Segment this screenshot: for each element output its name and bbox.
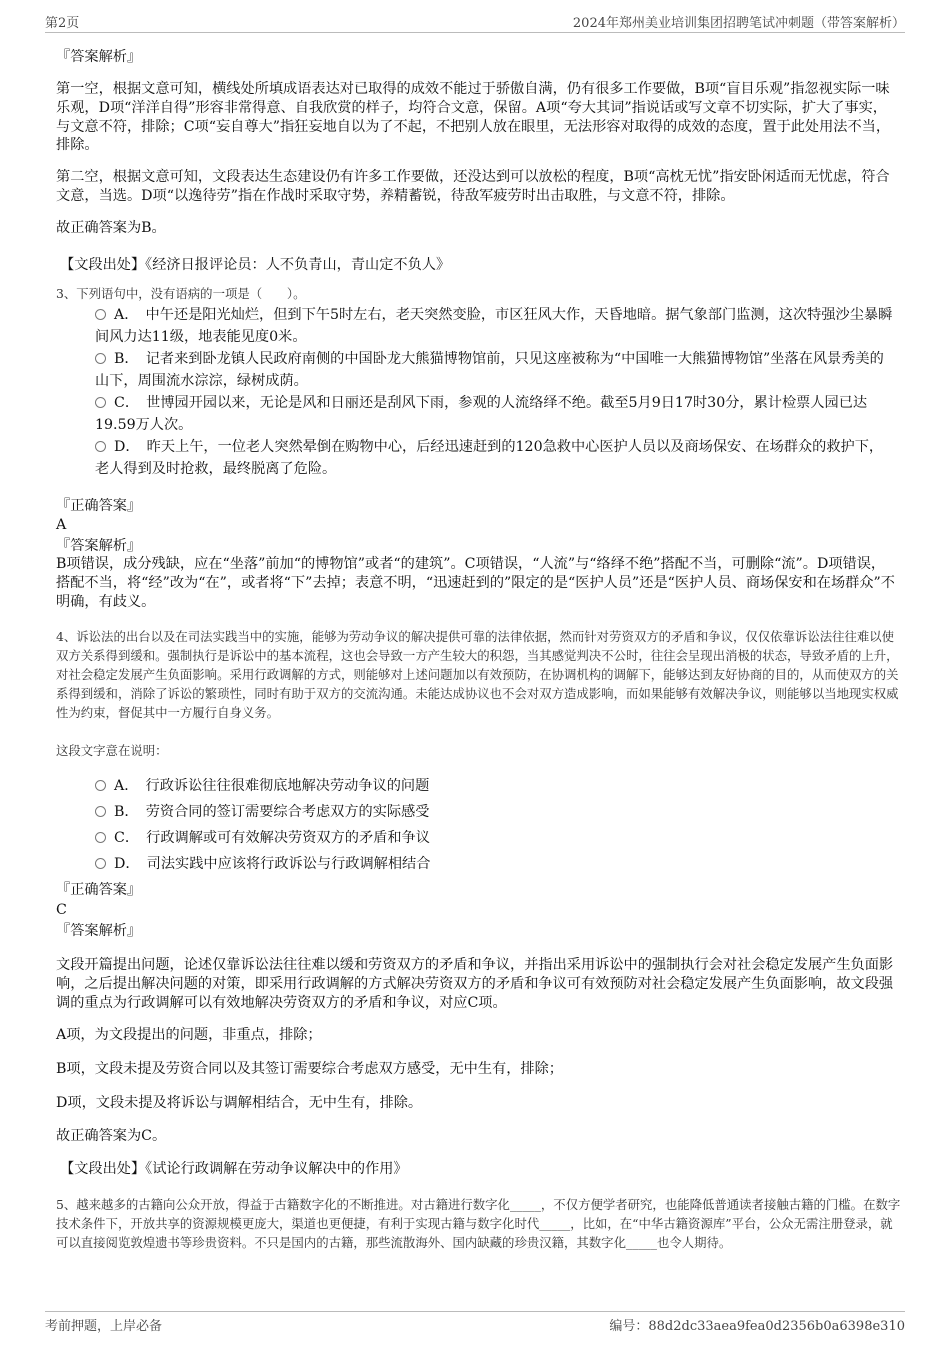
q4-prompt: 这段文字意在说明： [56,743,168,758]
q4-note-b: B项，文段未提及劳资合同以及其签订需要综合考虑双方感受，无中生有，排除； [56,1061,563,1077]
q3-option-c[interactable]: C． 世博园开园以来，无论是风和日丽还是刮风下雨，参观的人流络绎不绝。截至5月9日17时30分，累计检票人园已达19.59万人次。 [95,395,868,433]
q2-source: 【文段出处】《经济日报评论员：人不负青山，青山定不负人》 [60,257,451,273]
radio-icon[interactable] [95,832,106,843]
q3-option-a[interactable]: A． 中午还是阳光灿烂，但到下午5时左右，老天突然变脸，市区狂风大作，天昏地暗。据气象部门监测，这次特强沙尘暴瞬间风力达11级，地表能见度0米。 [95,307,893,345]
radio-icon[interactable] [95,780,106,791]
radio-icon[interactable] [95,858,106,869]
radio-icon[interactable] [95,309,106,320]
q5-stem: 5、越来越多的古籍向公众开放，得益于古籍数字化的不断推进。对古籍进行数字化_____，不仅方便学者研究，也能降低普通读者接触古籍的门槛。在数字技术条件下，开放共享的资源规模更庞大，渠道也更便捷，有利于实现古籍与数字化时代_____，比如，在“中华古籍资源库”平台，公众无需注册登录，就可以直接阅览敦煌遗书等珍贵资料。不只是国内的古籍，那些流散海外、国内缺藏的珍贵汉籍，其数字化_____也令人期待。 [56,1197,901,1250]
q4-source: 【文段出处】《试论行政调解在劳动争议解决中的作用》 [60,1161,408,1177]
page-footer [45,1311,905,1334]
q4-answer-label: 『正确答案』 [56,882,142,898]
q2-conclusion: 故正确答案为B。 [56,220,166,236]
footer-serial: 编号：88d2dc33aea9fea0d2356b0a6398e310 [609,1319,905,1334]
q2-analysis-para2: 第二空，根据文意可知，文段表达生态建设仍有许多工作要做，还没达到可以放松的程度，B项“高枕无忧”指安卧闲适而无忧虑，符合文意，当选。D项“以逸待劳”指在作战时采取守势，养精蓄锐，待敌军疲劳时出击取胜，与文意不符，排除。 [56,169,890,204]
q4-option-c[interactable]: C． 行政调解或可有效解决劳资双方的矛盾和争议 [95,828,430,848]
radio-icon[interactable] [95,397,106,408]
page-header [45,12,905,33]
q4-answer: C [56,902,67,918]
q4-stem: 4、诉讼法的出台以及在司法实践当中的实施，能够为劳动争议的解决提供可靠的法律依据，然而针对劳资双方的矛盾和争议，仅仅依靠诉讼法往往难以使双方关系得到缓和。强制执行是诉讼中的基本流程，这也会导致一方产生较大的积怨，当其感觉判决不公时，往往会呈现出消极的状态，导致矛盾的上升，对社会稳定发展产生负面影响。采用行政调解的方式，则能够对上述问题加以有效预防，在协调机构的调解下，能够达到友好协商的目的，从而使双方的关系得到缓和，消除了诉讼的繁琐性，同时有助于双方的交流沟通。未能达成协议也不会对双方造成影响，而如果能够有效解决争议，则能够以当地现实权威性为约束，督促其中一方履行自身义务。 [56,629,899,720]
q4-option-a[interactable]: A． 行政诉讼往往很难彻底地解决劳动争议的问题 [95,776,429,796]
document-title: 2024年郑州美业培训集团招聘笔试冲刺题（带答案解析） [572,16,905,31]
q4-option-b[interactable]: B． 劳资合同的签订需要综合考虑双方的实际感受 [95,802,429,822]
footer-slogan: 考前押题，上岸必备 [45,1319,163,1334]
q3-option-b[interactable]: B． 记者来到卧龙镇人民政府南侧的中国卧龙大熊猫博物馆前，只见这座被称为“中国唯一大熊猫博物馆”坐落在风景秀美的山下，周围流水淙淙，绿树成荫。 [95,351,884,389]
q3-option-d[interactable]: D． 昨天上午，一位老人突然晕倒在购物中心，后经迅速赶到的120急救中心医护人员以及商场保安、在场群众的救护下，老人得到及时抢救，最终脱离了危险。 [95,439,884,477]
q2-analysis-para1: 第一空，根据文意可知，横线处所填成语表达对已取得的成效不能过于骄傲自满，仍有很多工作要做，B项“盲目乐观”指忽视实际一味乐观，D项“洋洋自得”形容非常得意、自我欣赏的样子，均符合文意，保留。A项“夸大其词”指说话或写文章不切实际，扩大了事实，与文意不符，排除；C项“妄自尊大”指狂妄地自以为了不起，不把别人放在眼里，无法形容对取得的成效的态度，置于此处用法不当，排除。 [56,81,891,154]
radio-icon[interactable] [95,353,106,364]
q2-analysis-label: 『答案解析』 [56,49,142,65]
radio-icon[interactable] [95,806,106,817]
q3-answer: A [56,517,67,533]
page-number: 第2页 [45,16,80,31]
q4-analysis: 文段开篇提出问题，论述仅靠诉讼法往往难以缓和劳资双方的矛盾和争议，并指出采用诉讼中的强制执行会对社会稳定发展产生负面影响，之后提出解决问题的对策，即采用行政调解的方式解决劳资双方的矛盾和争议可有效预防对社会稳定发展产生负面影响，故文段强调的重点为行政调解可以有效地解决劳资双方的矛盾和争议，对应C项。 [56,957,894,1011]
q4-note-a: A项，为文段提出的问题，非重点，排除； [56,1027,322,1043]
q4-conclusion: 故正确答案为C。 [56,1128,167,1144]
q3-answer-label: 『正确答案』 [56,498,142,514]
radio-icon[interactable] [95,441,106,452]
q4-analysis-label: 『答案解析』 [56,923,142,939]
q3-analysis-label: 『答案解析』 [56,538,142,554]
q3-analysis: B项错误，成分残缺，应在“坐落”前加“的博物馆”或者“的建筑”。C项错误，“人流”与“络绎不绝”搭配不当，可删除“流”。D项错误，搭配不当，将“经”改为“在”，或者将“下”去掉；表意不明，“迅速赶到的”限定的是“医护人员”还是“医护人员、商场保安和在场群众”不明确，有歧义。 [56,556,895,610]
q4-option-d[interactable]: D． 司法实践中应该将行政诉讼与行政调解相结合 [95,854,430,874]
q3-stem: 3、下列语句中，没有语病的一项是（ ）。 [56,286,306,301]
q4-note-d: D项，文段未提及将诉讼与调解相结合，无中生有，排除。 [56,1095,423,1111]
